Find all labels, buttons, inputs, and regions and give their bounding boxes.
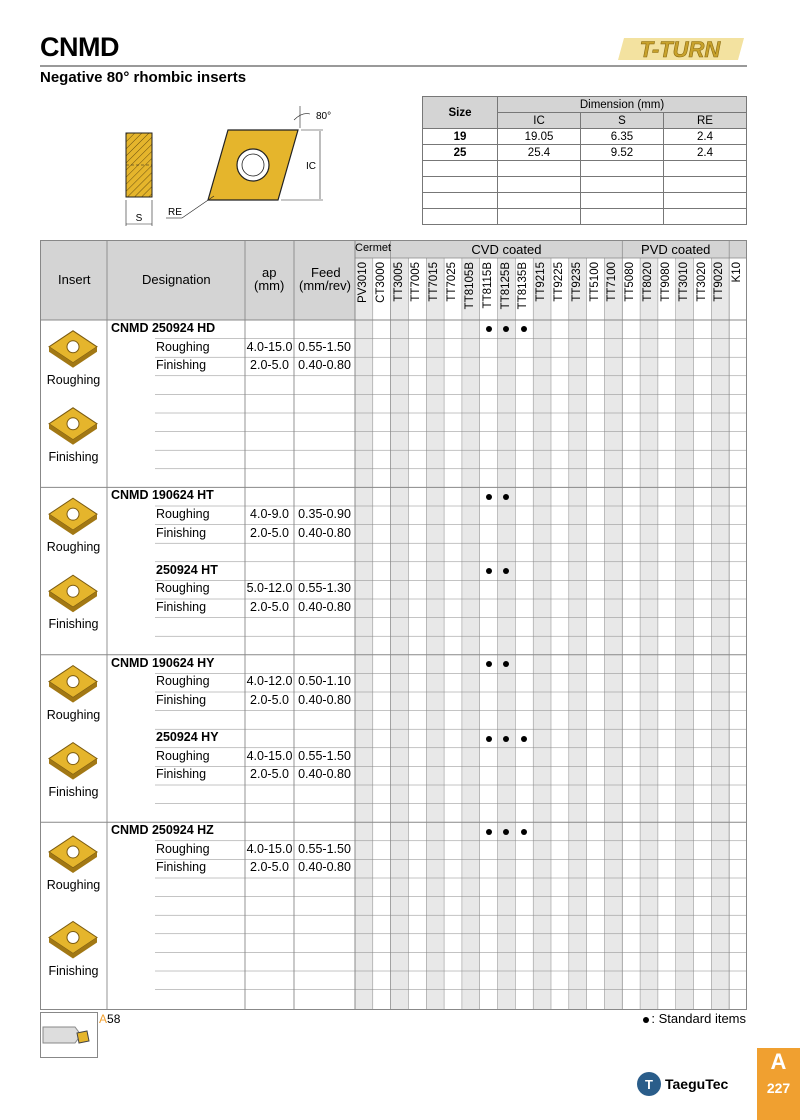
ap-value: 4.0-15.0 (246, 748, 293, 763)
table-row (423, 145, 747, 161)
mode-label: Roughing (156, 748, 210, 763)
product-designation: 250924 HY (156, 730, 219, 745)
standard-item-dot (486, 568, 492, 574)
page-number: 227 (766, 1080, 791, 1096)
grade-tt7100: TT7100 (606, 262, 619, 302)
mode-label: Roughing (156, 507, 210, 521)
grade-tt7015: TT7015 (428, 262, 441, 302)
grade-tt8135b: TT8135B (517, 262, 530, 310)
table-content (40, 240, 747, 1010)
standard-item-dot (503, 661, 509, 667)
grade-tt8105b: TT8105B (463, 262, 476, 310)
grade-tt9235: TT9235 (570, 262, 583, 302)
grade-tt3020: TT3020 (695, 262, 708, 302)
insert-label: Finishing (48, 963, 99, 978)
insert-label: Finishing (48, 784, 99, 799)
feed-value: 0.40-0.80 (298, 860, 351, 875)
legend-dot-icon (643, 1017, 649, 1023)
mode-label: Finishing (156, 358, 207, 373)
group-header-3: PVD coated (641, 242, 711, 257)
group-header-1: Cermet (355, 242, 392, 254)
logo-text: T-TURN (639, 37, 721, 62)
grade-tt9080: TT9080 (659, 262, 672, 302)
grade-tt5100: TT5100 (588, 262, 601, 302)
feed-value: 0.40-0.80 (298, 693, 351, 707)
brand-name: TaeguTec (665, 1076, 729, 1092)
grade-pv3010: PV3010 (357, 262, 369, 303)
standard-item-dot (503, 736, 509, 742)
product-designation: 250924 HT (156, 562, 218, 577)
designation-header: Designation (142, 272, 211, 287)
s-label: S (135, 213, 143, 224)
grade-tt9215: TT9215 (535, 262, 548, 302)
standard-item-dot (503, 568, 509, 574)
dim-re: 2.4 (664, 129, 747, 145)
feed-value: 0.40-0.80 (298, 358, 351, 373)
ap-value: 4.0-15.0 (246, 339, 293, 354)
angle-label: 80° (316, 111, 332, 122)
page-subtitle: Negative 80° rhombic inserts (40, 69, 247, 86)
standard-item-dot (486, 326, 492, 332)
feed-value: 0.35-0.90 (298, 507, 351, 521)
dim-col-ic: IC (498, 113, 581, 129)
standard-item-dot (521, 829, 527, 835)
dimension-table (422, 96, 747, 225)
t-turn-logo (618, 32, 748, 66)
legend: : Standard items (643, 1011, 746, 1026)
mode-label: Finishing (156, 767, 207, 782)
standard-item-dot (521, 326, 527, 332)
ap-value: 5.0-12.0 (246, 581, 293, 596)
ap-value: 2.0-5.0 (250, 767, 289, 782)
standard-item-dot (486, 736, 492, 742)
page-letter: A (770, 1049, 787, 1074)
ap-value: 2.0-5.0 (250, 525, 289, 540)
ap-value: 4.0-12.0 (246, 674, 293, 689)
feed-value: 0.55-1.30 (298, 581, 351, 596)
mode-label: Finishing (156, 525, 207, 540)
grade-ct3000: CT3000 (374, 262, 387, 303)
grade-tt7025: TT7025 (446, 262, 459, 302)
page-title: CNMD (40, 32, 119, 62)
grade-table (40, 240, 747, 1010)
standard-item-dot (486, 829, 492, 835)
grade-tt9020: TT9020 (713, 262, 726, 302)
dim-size: 25 (423, 145, 498, 161)
grade-tt8115b: TT8115B (481, 262, 494, 309)
insert-label: Roughing (46, 540, 101, 555)
product-designation: CNMD 190624 HT (111, 488, 214, 503)
insert-label: Roughing (46, 707, 101, 722)
product-designation: CNMD 190624 HY (111, 655, 215, 670)
grade-k10: K10 (731, 262, 744, 283)
standard-item-dot (503, 829, 509, 835)
insert-diagram (118, 100, 348, 235)
ap-value: 2.0-5.0 (250, 860, 289, 875)
ap-header: ap (262, 265, 277, 280)
ap-unit: (mm) (254, 278, 285, 293)
insert-label: Roughing (46, 877, 101, 892)
ap-value: 2.0-5.0 (250, 600, 289, 614)
reference-link[interactable]: A58 (99, 1012, 121, 1026)
mode-label: Roughing (156, 339, 210, 354)
mode-label: Roughing (156, 674, 210, 689)
feed-value: 0.55-1.50 (298, 841, 351, 856)
grade-tt9225: TT9225 (553, 262, 565, 302)
feed-header: Feed (311, 265, 341, 280)
feed-value: 0.40-0.80 (298, 525, 351, 540)
product-designation: CNMD 250924 HZ (111, 823, 214, 838)
feed-value: 0.55-1.50 (298, 339, 351, 354)
dimension-header: Dimension (mm) (498, 97, 747, 113)
mode-label: Finishing (156, 693, 207, 707)
reference-thumbnail (40, 1012, 98, 1058)
dim-ic: 19.05 (498, 129, 581, 145)
grade-tt5080: TT5080 (624, 262, 637, 302)
feed-value: 0.50-1.10 (298, 674, 351, 689)
brand (636, 1071, 728, 1097)
size-header: Size (423, 97, 498, 129)
grade-tt7005: TT7005 (410, 262, 423, 302)
mode-label: Roughing (156, 841, 210, 856)
ap-value: 4.0-15.0 (246, 841, 293, 856)
standard-item-dot (503, 326, 509, 332)
dim-s: 9.52 (581, 145, 664, 161)
grade-tt3005: TT3005 (392, 262, 405, 302)
grade-tt8020: TT8020 (642, 262, 655, 302)
insert-label: Finishing (48, 617, 99, 632)
feed-unit: (mm/rev) (299, 278, 351, 293)
taegutec-logo-icon (636, 1071, 662, 1097)
standard-item-dot (486, 494, 492, 500)
dim-ic: 25.4 (498, 145, 581, 161)
feed-value: 0.55-1.50 (298, 748, 351, 763)
standard-item-dot (521, 736, 527, 742)
dim-col-re: RE (664, 113, 747, 129)
grade-tt8125b: TT8125B (499, 262, 512, 310)
svg-text:T: T (645, 1077, 653, 1092)
mode-label: Finishing (156, 860, 207, 875)
feed-value: 0.40-0.80 (298, 767, 351, 782)
insert-label: Roughing (46, 372, 101, 387)
grade-tt3010: TT3010 (677, 262, 690, 302)
standard-item-dot (503, 494, 509, 500)
ap-value: 4.0-9.0 (250, 507, 289, 521)
insert-header: Insert (58, 272, 91, 287)
group-header-2: CVD coated (471, 242, 542, 257)
ap-value: 2.0-5.0 (250, 358, 289, 373)
dim-re: 2.4 (664, 145, 747, 161)
re-label: RE (168, 207, 182, 218)
mode-label: Roughing (156, 581, 210, 596)
dim-s: 6.35 (581, 129, 664, 145)
dim-col-s: S (581, 113, 664, 129)
table-row (423, 129, 747, 145)
mode-label: Finishing (156, 600, 207, 614)
feed-value: 0.40-0.80 (298, 600, 351, 614)
ap-value: 2.0-5.0 (250, 693, 289, 707)
dim-size: 19 (423, 129, 498, 145)
product-designation: CNMD 250924 HD (111, 321, 216, 335)
standard-item-dot (486, 661, 492, 667)
ic-label: IC (306, 161, 316, 172)
insert-label: Finishing (48, 449, 99, 464)
